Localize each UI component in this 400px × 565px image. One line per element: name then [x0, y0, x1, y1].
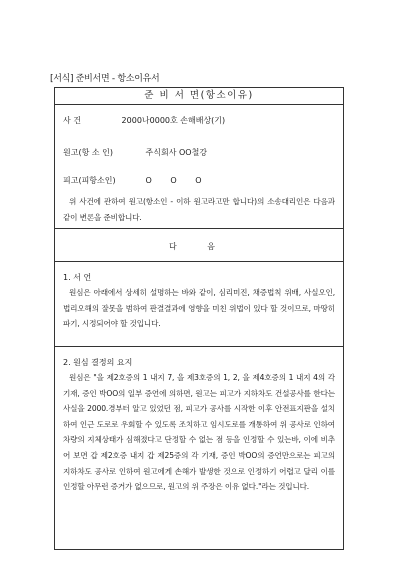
intro-paragraph: 위 사건에 관하여 원고(항소인 - 이하 원고라고만 합니다)의 소송대리인은 다음과 같이 변론을 준비합니다. [63, 197, 335, 222]
section-divider [55, 261, 343, 262]
appellee-label: 피고(피항소인) [63, 176, 116, 185]
section-divider [55, 346, 343, 347]
da-eum-heading: 다 음 [169, 242, 229, 251]
form-header: [서식] 준비서면 - 항소이유서 [50, 74, 160, 84]
appellant-label: 원고(항 소 인) [63, 148, 113, 157]
case-number: 2000나0000호 손해배상(기) [121, 116, 226, 125]
appellant-name: 주식회사 OO철강 [145, 148, 208, 157]
appellee-row [63, 175, 210, 186]
appellant-row [63, 147, 207, 158]
case-label: 사 건 [63, 116, 81, 125]
case-row [63, 115, 225, 126]
section2-body: 원심은 "을 제2호증의 1 내지 7, 을 제3호증의 1, 2, 을 제4호증의 1 내지 4의 각 기재, 증인 박OO의 일부 증언에 의하면, 원고는 피고가 지하차도 건설공사를 한다는 사실을 2000.경부터 알고 있었던 점, 피고가 공사를 시작한 이후 안전표지판을 설치하여 인근 도로로 우회할 수 있도록 조치하고 임시도로를 개통하여 위 공사로 인하여 차량의 지체상태가 심해졌다고 단정할 수 없는 점 등을 인정할 수 있는바, 이에 비추어 보면 갑 제2호증 내지 갑 제25증의 각 기재, 증인 박OO의 증언만으로는 피고의 지하차도 공사로 인하여 원고에게 손해가 발생한 것으로 인정하기 어렵고 달리 이를 인정할 아무런 증거가 없으므로, 원고의 위 주장은 이유 없다."라는 것입니다. [63, 373, 335, 492]
document-title: 준 비 서 면(항소이유) [55, 88, 343, 105]
section2-title: 2. 원심 결정의 요지 [63, 358, 133, 367]
document-frame [54, 87, 344, 550]
section1-title: 1. 서 언 [63, 273, 92, 282]
section-divider [55, 228, 343, 229]
section1-body: 원심은 아래에서 상세히 설명하는 바와 같이, 심리미진, 채증법칙 위배, 사실오인, 법리오해의 잘못을 범하여 판결결과에 영향을 미친 위법이 있다 할 것이므로, 마땅히 파기, 시정되어야 할 것입니다. [63, 288, 335, 329]
appellee-name: O O O [145, 176, 210, 185]
